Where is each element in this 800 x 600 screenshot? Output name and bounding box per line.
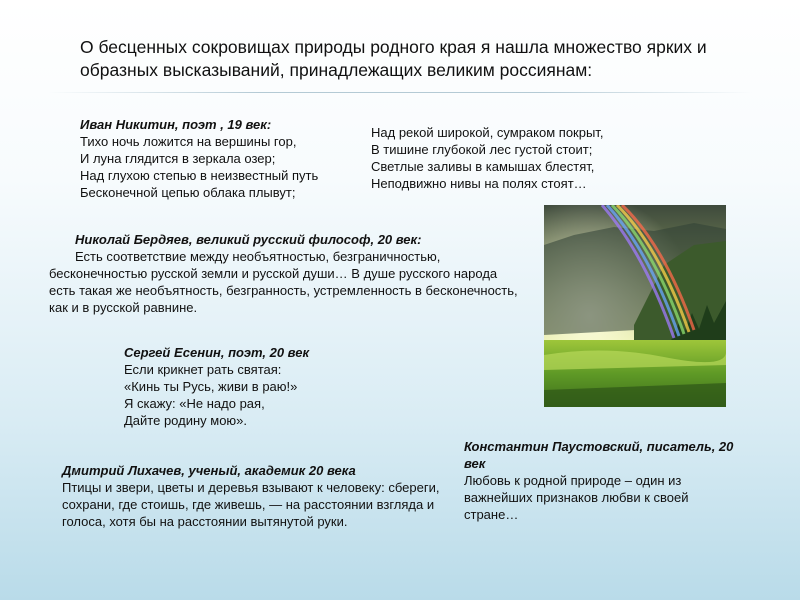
verse-line: В тишине глубокой лес густой стоит; <box>371 142 593 157</box>
verse-line: Над рекой широкой, сумраком покрыт, <box>371 125 604 140</box>
verse-line: Если крикнет рать святая: <box>124 362 282 377</box>
verse-line: И луна глядится в зеркала озер; <box>80 151 276 166</box>
author-likhachev: Дмитрий Лихачев, ученый, академик 20 века <box>62 463 356 478</box>
quote-text: Любовь к родной природе – один из важнейших признаков любви к своей стране… <box>464 473 689 522</box>
quote-text: Есть соответствие между необъятностью, безграничностью, бесконечностью русской земли и русской души… В душе русского народа есть такая же необъятность, безгранность, устремленность в бесконечность, как и в русской равнине. <box>49 249 518 315</box>
quote-nikitin-continuation <box>371 124 671 192</box>
verse-line: Дайте родину мою». <box>124 413 248 428</box>
quote-nikitin <box>80 116 350 201</box>
quote-paustovsky <box>464 438 744 523</box>
verse-line: Неподвижно нивы на полях стоят… <box>371 176 587 191</box>
quote-berdyaev <box>49 231 519 316</box>
verse-line: Тихо ночь ложится на вершины гор, <box>80 134 297 149</box>
rainbow-landscape-image <box>544 205 726 407</box>
rainbow-landscape-illustration <box>544 205 726 407</box>
heading-divider <box>48 92 752 93</box>
quote-esenin <box>124 344 334 429</box>
verse-line: Светлые заливы в камышах блестят, <box>371 159 595 174</box>
author-nikitin: Иван Никитин, поэт , 19 век: <box>80 117 272 132</box>
verse-line: Я скажу: «Не надо рая, <box>124 396 265 411</box>
slide-heading: О бесценных сокровищах природы родного края я нашла множество ярких и образных высказываний, принадлежащих великим россиянам: <box>80 37 707 80</box>
verse-line: «Кинь ты Русь, живи в раю!» <box>124 379 298 394</box>
quote-text: Птицы и звери, цветы и деревья взывают к человеку: сбереги, сохрани, где стоишь, где живешь, — на расстоянии взгляда и голоса, хотя бы на расстоянии вытянутой руки. <box>62 480 440 529</box>
verse-line: Над глухою степью в неизвестный путь <box>80 168 319 183</box>
author-paustovsky: Константин Паустовский, писатель, 20 век <box>464 439 734 471</box>
quote-likhachev <box>62 462 452 530</box>
author-esenin: Сергей Есенин, поэт, 20 век <box>124 345 310 360</box>
verse-line: Бесконечной цепью облака плывут; <box>80 185 296 200</box>
author-berdyaev: Николай Бердяев, великий русский философ, 20 век: <box>75 232 422 247</box>
